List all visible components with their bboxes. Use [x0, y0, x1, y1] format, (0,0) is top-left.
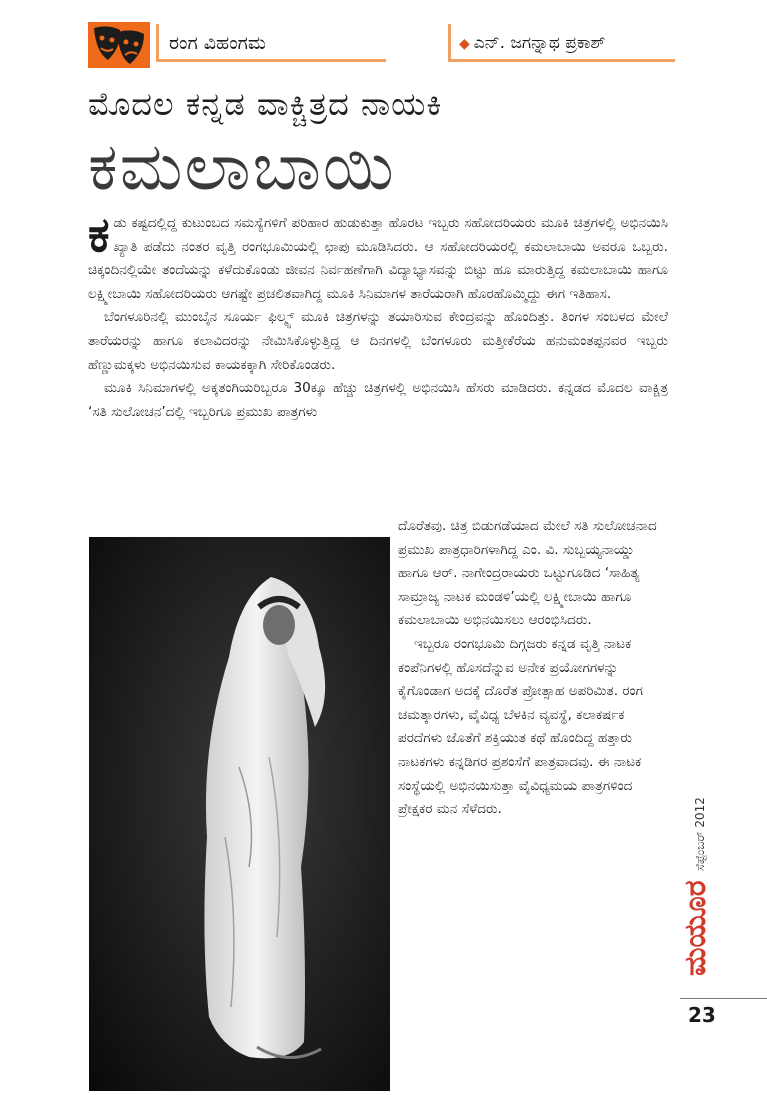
diamond-bullet-icon: ◆ [459, 36, 470, 52]
paragraph-1 [88, 207, 668, 306]
article-body [88, 207, 668, 424]
article-column [398, 515, 666, 822]
section-label: ರಂಗ ವಿಹಂಗಮ [156, 24, 386, 62]
article-subtitle: ಮೊದಲ ಕನ್ನಡ ವಾಕ್ಚಿತ್ರದ ನಾಯಕಿ [88, 85, 443, 123]
theatre-masks-icon [88, 22, 150, 68]
issue-date: ಸೆಪ್ಟೆಂಬರ್ 2012 [693, 797, 707, 871]
article-title: ಕಮಲಾಬಾಯಿ [88, 128, 396, 205]
magazine-logo: ಮಯೂರ [678, 880, 713, 976]
column-paragraph-2: ಇಬ್ಬರೂ ರಂಗಭೂಮಿ ದಿಗ್ಗಜರು ಕನ್ನಡ ವೃತ್ತಿ ನಾಟಕ ಕಂಪೆನಿಗಳಲ್ಲಿ ಹೊಸದೆನ್ನುವ ಅನೇಕ ಪ್ರಯೋಗಗಳನ್ನು ಕೈಗೊಂಡಾಗ ಅದಕ್ಕೆ ದೊರೆತ ಪ್ರೋತ್ಸಾಹ ಅಪರಿಮಿತ. ರಂಗ ಚಮತ್ಕಾರಗಳು, ವೈವಿಧ್ಯ ಬೆಳಕಿನ ವ್ಯವಸ್ಥೆ, ಕಲಾಕರ್ಷಕ ಪರದೆಗಳು ಜೊತೆಗೆ ಶಕ್ತಿಯುತ ಕಥೆ ಹೊಂದಿದ್ದ ಹತ್ತಾರು ನಾಟಕಗಳು ಕನ್ನಡಿಗರ ಪ್ರಶಂಸೆಗೆ ಪಾತ್ರವಾದವು. ಈ ನಾಟಕ ಸಂಸ್ಥೆಯಲ್ಲಿ ಅಭಿನಯಿಸುತ್ತಾ ವೈವಿಧ್ಯಮಯ ಪಾತ್ರಗಳಿಂದ ಪ್ರೇಕ್ಷಕರ ಮನ ಸೆಳೆದರು. [398, 635, 643, 818]
kamalabai-photo [89, 537, 390, 1091]
paragraph-2: ಬೆಂಗಳೂರಿನಲ್ಲಿ ಮುಂಬೈನ ಸೂರ್ಯ ಫಿಲ್ಮ್ಸ್ ಮೂಕಿ ಚಿತ್ರಗಳನ್ನು ತಯಾರಿಸುವ ಕೇಂದ್ರವನ್ನು ಹೊಂದಿತ್ತು. ತಿಂಗಳ ಸಂಬಳದ ಮೇಲೆ ತಾರೆಯರನ್ನು ಹಾಗೂ ಕಲಾವಿದರನ್ನು ನೇಮಿಸಿಕೊಳ್ಳುತ್ತಿದ್ದ ಆ ದಿನಗಳಲ್ಲಿ ಬೆಂಗಳೂರು ಮತ್ತೀಕೆರೆಯ ಹನುಮಂತಪ್ಪನವರ ಇಬ್ಬರು ಹೆಣ್ಣುಮಕ್ಕಳು ಅಭಿನಯಿಸುವ ಕಾಯಕಕ್ಕಾಗಿ ಸೇರಿಕೊಂಡರು. [88, 309, 668, 373]
drop-cap: ಕ [88, 207, 110, 263]
page-header [88, 22, 675, 68]
paragraph-3: ಮೂಕಿ ಸಿನಿಮಾಗಳಲ್ಲಿ ಅಕ್ಕತಂಗಿಯರಿಬ್ಬರೂ 30ಕ್ಕೂ ಹೆಚ್ಚು ಚಿತ್ರಗಳಲ್ಲಿ ಅಭಿನಯಿಸಿ ಹೆಸರು ಮಾಡಿದರು. ಕನ್ನಡದ ಮೊದಲ ವಾಕ್ಚಿತ್ರ ‘ಸತಿ ಸುಲೋಚನ’ದಲ್ಲಿ ಇಬ್ಬರಿಗೂ ಪ್ರಮುಖ ಪಾತ್ರಗಳು [88, 380, 668, 420]
author-name: ಎನ್. ಜಗನ್ನಾಥ ಪ್ರಕಾಶ್ [473, 33, 606, 53]
column-paragraph-1: ದೊರೆತವು. ಚಿತ್ರ ಬಿಡುಗಡೆಯಾದ ಮೇಲೆ ಸತಿ ಸುಲೋಚನಾದ ಪ್ರಮುಖ ಪಾತ್ರಧಾರಿಗಳಾಗಿದ್ದ ಎಂ. ವಿ. ಸುಬ್ಬಯ್ಯನಾಯ್ಡು ಹಾಗೂ ಆರ್. ನಾಗೇಂದ್ರರಾಯರು ಒಟ್ಟುಗೂಡಿದ ‘ಸಾಹಿತ್ಯ ಸಾಮ್ರಾಜ್ಯ ನಾಟಕ ಮಂಡಳಿ’ಯಲ್ಲಿ ಲಕ್ಷ್ಮೀಬಾಯಿ ಹಾಗೂ ಕಮಲಾಬಾಯಿ ಅಭಿನಯಿಸಲು ಆರಂಭಿಸಿದರು. [398, 518, 657, 629]
page-number: 23 [688, 1003, 716, 1027]
author-byline [448, 24, 675, 62]
footer-rule [680, 998, 767, 999]
paragraph-1-text: ಡು ಕಷ್ಟದಲ್ಲಿದ್ದ ಕುಟುಂಬದ ಸಮಸ್ಯೆಗಳಿಗೆ ಪರಿಹಾರ ಹುಡುಕುತ್ತಾ ಹೊರಟ ಇಬ್ಬರು ಸಹೋದರಿಯರು ಮೂಕಿ ಚಿತ್ರಗಳಲ್ಲಿ ಅಭಿನಯಿಸಿ ಖ್ಯಾತಿ ಪಡೆದು ನಂತರ ವೃತ್ತಿ ರಂಗಭೂಮಿಯಲ್ಲಿ ಛಾಪು ಮೂಡಿಸಿದರು. ಆ ಸಹೋದರಿಯರಲ್ಲಿ ಕಮಲಾಬಾಯಿ ಅವರೂ ಒಬ್ಬರು. ಚಿಕ್ಕಂದಿನಲ್ಲಿಯೇ ತಂದೆಯನ್ನು ಕಳೆದುಕೊಂಡು ಜೀವನ ನಿರ್ವಹಣೆಗಾಗಿ ವಿದ್ಯಾಭ್ಯಾಸವನ್ನು ಬಿಟ್ಟು ಹೂ ಮಾರುತ್ತಿದ್ದ ಕಮಲಾಬಾಯಿ ಹಾಗೂ ಲಕ್ಷ್ಮೀಬಾಯಿ ಸಹೋದರಿಯರು ಆಗಷ್ಟೇ ಪ್ರಚಲಿತವಾಗಿದ್ದ ಮೂಕಿ ಸಿನಿಮಾಗಳ ತಾರೆಯರಾಗಿ ಹೊರಹೊಮ್ಮಿದ್ದು ಈಗ ಇತಿಹಾಸ. [88, 215, 668, 302]
